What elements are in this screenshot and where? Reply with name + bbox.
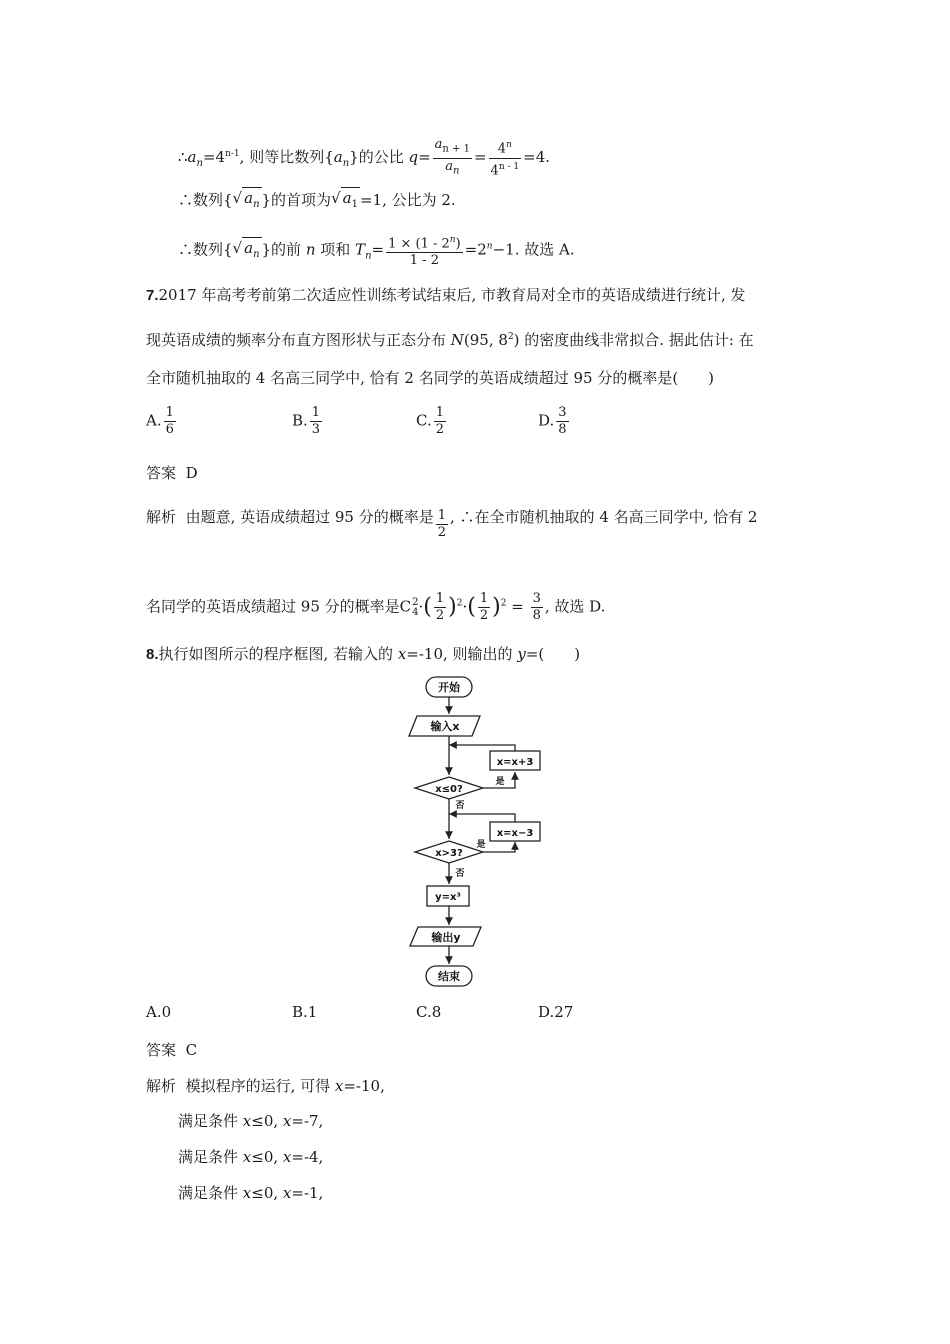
q7-stem-line-3: 全市随机抽取的 4 名高三同学中, 恰有 2 名同学的英语成绩超过 95 分的概率是( ): [146, 369, 715, 387]
yes2-label: 是: [476, 840, 486, 850]
proc2-label: x=x−3: [496, 828, 534, 839]
sqrt-an: √ $a_n$: [233, 187, 262, 215]
q8-number: 8.: [146, 646, 159, 663]
q7-answer: 答案 D: [146, 464, 198, 482]
q8-options: [146, 1003, 646, 1025]
q7-analysis-line-1: 解析 由题意, 英语成绩超过 95 分的概率是 $\frac{1}{2}$ , ∴在全市随机抽取的 4 名高三同学中, 恰有 2: [146, 508, 758, 540]
solution-line-2: ∴数列{√ $a_n$ }的首项为√ $a_1 =1$, 公比为 2.: [178, 187, 456, 215]
q8-step-1: 满足条件 x≤0, x=-7,: [178, 1112, 324, 1130]
output-label: 输出y: [431, 931, 461, 944]
program-flowchart: [400, 674, 560, 994]
q8-answer: 答案 C: [146, 1041, 198, 1059]
ratio-fraction: $\frac{a_{n + 1}}{a_n}$: [433, 137, 472, 179]
no1-label: 否: [455, 801, 465, 811]
sqrt-a1: √ $a_1$: [331, 187, 360, 215]
yes1-label: 是: [495, 777, 505, 787]
cond1-label: x≤0?: [435, 784, 463, 795]
start-label: 开始: [438, 681, 460, 694]
q7-analysis-line-2: 名同学的英语成绩超过 95 分的概率是C 2 4 ·( $\frac{1}{2}$ )$^2$·( $\frac{1}{2}$ )$^2$ = $\frac{3}{8}$ , 故选 D.: [146, 591, 606, 623]
q7-option-d: D. $\frac{3}{8}$: [538, 405, 567, 437]
q8-step-2: 满足条件 x≤0, x=-4,: [178, 1148, 324, 1166]
input-label: 输入x: [430, 720, 460, 733]
q7-number: 7.: [146, 287, 159, 304]
solution-line-1: $\therefore a_n=4^{n-1}$, 则等比数列$\{a_n\}$的公比 q= $\frac{a_{n + 1}}{a_n}$ = $\frac{4^n}{4^{n - 1}}$ =4.: [178, 137, 551, 178]
sqrt-an-2: √ $a_n$: [233, 237, 262, 265]
q8-stem: 8.执行如图所示的程序框图, 若输入的 x=-10, 则输出的 y=( ): [146, 645, 581, 663]
sum-fraction: $\frac{1 \times (1 - 2^n)}{1 - 2}$: [388, 235, 461, 269]
q7-option-c: C. $\frac{1}{2}$: [416, 405, 444, 437]
q8-option-a: A.0: [146, 1003, 172, 1021]
q8-option-b: B.1: [292, 1003, 318, 1021]
no2-label: 否: [455, 869, 465, 879]
q8-option-c: C.8: [416, 1003, 442, 1021]
q7-option-b: B. $\frac{1}{3}$: [292, 405, 321, 437]
solution-line-3: ∴数列{√ $a_n$ }的前 n 项和 $T_n=$ $\frac{1 \times (1 - 2^n)}{1 - 2}$ $=2^n-1$. 故选 A.: [178, 232, 575, 269]
q7-stem-line-2: 现英语成绩的频率分布直方图形状与正态分布 N(95, $8^2$) 的密度曲线非常拟合. 据此估计: 在: [146, 331, 754, 349]
q7-stem-line-1: 7.2017 年高考考前第二次适应性训练考试结束后, 市教育局对全市的英语成绩进行统计, 发: [146, 286, 746, 304]
q7-options: [146, 405, 646, 449]
assign-label: y=x³: [435, 892, 461, 903]
proc1-label: x=x+3: [496, 757, 534, 768]
cond2-label: x>3?: [435, 848, 463, 859]
q8-step-3: 满足条件 x≤0, x=-1,: [178, 1184, 324, 1202]
q8-analysis-intro: 解析 模拟程序的运行, 可得 x=-10,: [146, 1077, 385, 1095]
power-fraction: $\frac{4^n}{4^{n - 1}}$: [490, 140, 520, 178]
end-label: 结束: [438, 970, 460, 983]
q8-option-d: D.27: [538, 1003, 574, 1021]
q7-option-a: A. $\frac{1}{6}$: [146, 405, 174, 437]
